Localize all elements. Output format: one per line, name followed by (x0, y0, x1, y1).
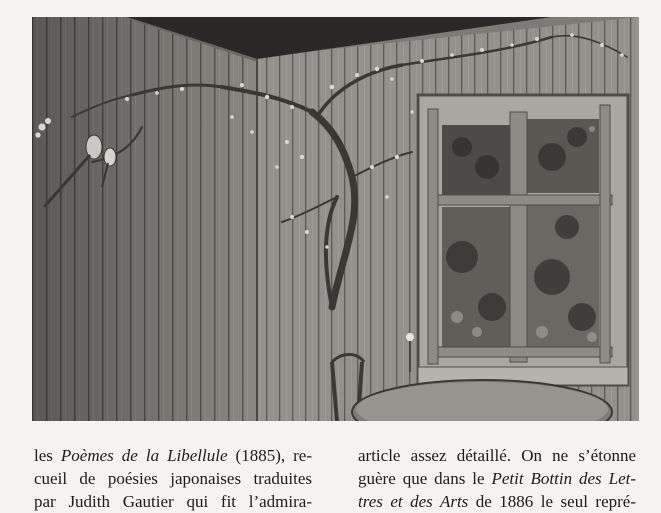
window (418, 95, 628, 385)
title-petit-bottin: Petit Bottin des Let- (491, 469, 636, 488)
right-line-3: tres et des Arts de 1886 le seul repré- (358, 492, 636, 511)
lamp (406, 333, 414, 341)
right-line-1: article assez détaillé. On ne s’étonne (358, 446, 636, 465)
left-line-3: par Judith Gautier qui fit l’admira- (34, 492, 312, 511)
photo-illustration (32, 17, 639, 421)
right-line-2: guère que dans le Petit Bottin des Let- (358, 469, 636, 488)
title-lettres-arts: tres et des Arts (358, 492, 469, 511)
right-text-column (358, 444, 636, 513)
photograph-room-with-mural (32, 17, 639, 421)
title-poemes-libellule: Poèmes de la Libellule (60, 446, 228, 465)
left-line-1: les Poèmes de la Libellule (1885), re- (34, 446, 312, 465)
left-text-column (34, 444, 312, 513)
left-line-2: cueil de poésies japonaises traduites (34, 469, 312, 488)
